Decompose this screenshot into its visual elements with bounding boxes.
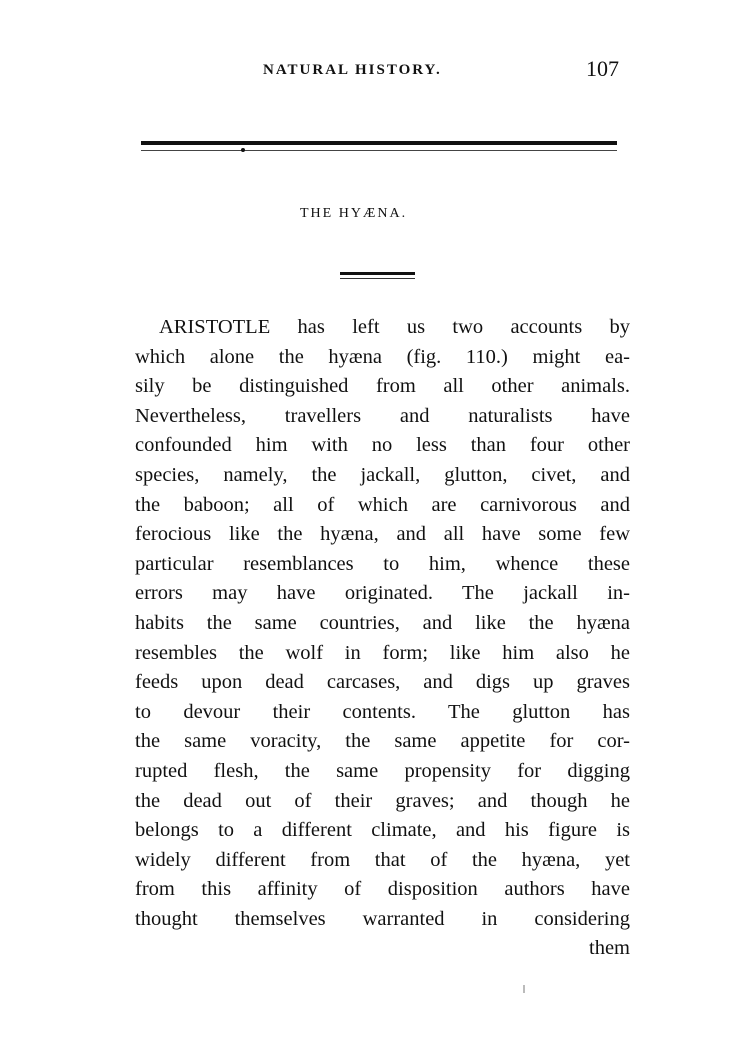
text-line: the same voracity, the same appetite for cor- xyxy=(135,730,630,753)
text-line: thought themselves warranted in considering xyxy=(135,907,630,930)
text-line: from this affinity of disposition authors have xyxy=(135,878,630,901)
header-rule-ornament xyxy=(241,148,245,152)
text-line: resembles the wolf in form; like him also he xyxy=(135,641,630,664)
header-rule-thin xyxy=(141,150,617,151)
text-line: habits the same countries, and like the hyæna xyxy=(135,611,630,634)
text-line: particular resemblances to him, whence these xyxy=(135,552,630,575)
title-rule xyxy=(340,272,415,275)
catchword: them xyxy=(589,937,630,960)
title-rule-thin xyxy=(340,278,415,279)
page-number: 107 xyxy=(586,56,619,81)
text-line: rupted flesh, the same propensity for digging xyxy=(135,759,630,782)
text-line: Nevertheless, travellers and naturalists have xyxy=(135,404,630,427)
text-line: species, namely, the jackall, glutton, civet, and xyxy=(135,463,630,486)
paper-speck xyxy=(523,985,525,993)
text-line: belongs to a different climate, and his figure is xyxy=(135,819,630,842)
text-line: widely different from that of the hyæna, yet xyxy=(135,848,630,871)
text-line: the dead out of their graves; and though he xyxy=(135,789,630,812)
body-text xyxy=(135,313,630,964)
header-rule xyxy=(141,141,617,145)
text-line: sily be distinguished from all other animals. xyxy=(135,375,630,398)
text-line: errors may have originated. The jackall in- xyxy=(135,582,630,605)
text-line: ARISTOTLE has left us two accounts by xyxy=(159,316,630,338)
chapter-title: THE HYÆNA. xyxy=(300,206,408,221)
text-line: confounded him with no less than four other xyxy=(135,434,630,457)
text-line: to devour their contents. The glutton has xyxy=(135,700,630,723)
text-line: which alone the hyæna (fig. 110.) might ea- xyxy=(135,345,630,368)
text-line: ferocious like the hyæna, and all have some few xyxy=(135,523,630,546)
text-line: the baboon; all of which are carnivorous and xyxy=(135,493,630,516)
text-line: feeds upon dead carcases, and digs up graves xyxy=(135,671,630,694)
running-head: NATURAL HISTORY. xyxy=(263,62,442,78)
